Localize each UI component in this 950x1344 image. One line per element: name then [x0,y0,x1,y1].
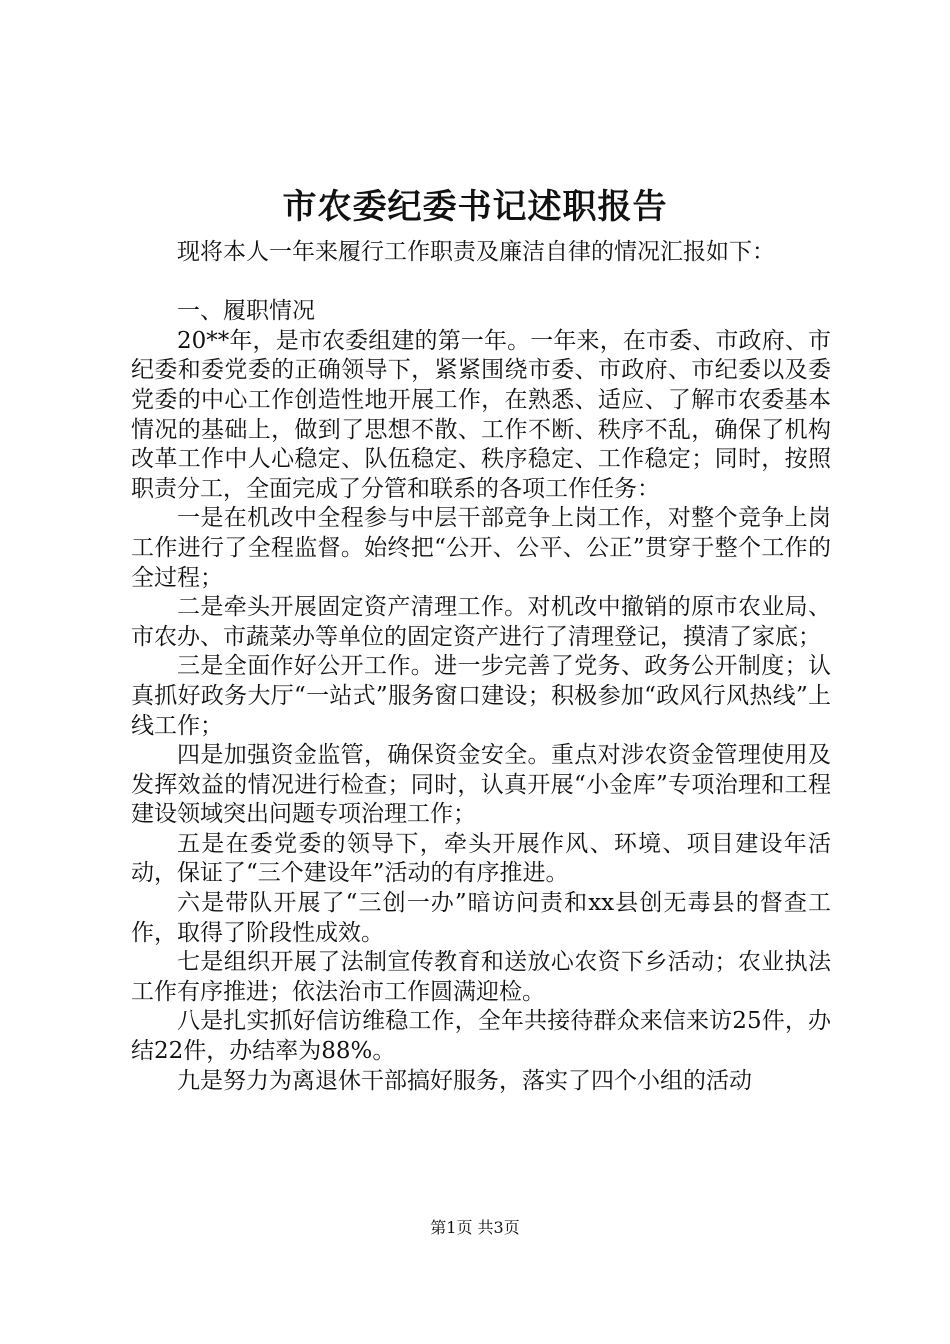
body-paragraph: 六是带队开展了“三创一办”暗访问责和xx县创无毒县的督查工作，取得了阶段性成效。 [131,890,831,946]
body-paragraph: 九是努力为离退休干部搞好服务，落实了四个小组的活动 [177,1067,752,1094]
intro-paragraph: 现将本人一年来履行工作职责及廉洁自律的情况汇报如下： [177,239,775,265]
section-heading: 一、履职情况 [177,298,315,325]
body-paragraph: 一是在机改中全程参与中层干部竞争上岗工作，对整个竞争上岗工作进行了全程监督。始终把“公开、公平、公正”贯穿于整个工作的全过程； [131,505,831,591]
document-body [131,238,831,1096]
body-paragraph: 八是扎实抓好信访维稳工作，全年共接待群众来信来访25件，办结22件，办结率为88%。 [131,1008,831,1065]
body-paragraph: 五是在委党委的领导下，牵头开展作风、环境、项目建设年活动，保证了“三个建设年”活动的有序推进。 [131,830,831,887]
body-paragraph: 三是全面作好公开工作。进一步完善了党务、政务公开制度；认真抓好政务大厅“一站式”服务窗口建设；积极参加“政风行风热线”上线工作； [131,653,831,739]
document-title: 市农委纪委书记述职报告 [282,187,668,227]
page-number: 第1页 共3页 [430,1218,520,1237]
body-paragraph: 四是加强资金监管，确保资金安全。重点对涉农资金管理使用及发挥效益的情况进行检查；同时，认真开展“小金库”专项治理和工程建设领域突出问题专项治理工作； [131,742,831,828]
body-paragraph: 20**年，是市农委组建的第一年。一年来，在市委、市政府、市纪委和委党委的正确领导下，紧紧围绕市委、市政府、市纪委以及委党委的中心工作创造性地开展工作，在熟悉、适应、了解市农委基本情况的基础上，做到了思想不散、工作不断、秩序不乱，确保了机构改革工作中人心稳定、队伍稳定、秩序稳定、工作稳定；同时，按照职责分工，全面完成了分管和联系的各项工作任务： [131,327,831,502]
body-paragraph: 七是组织开展了法制宣传教育和送放心农资下乡活动；农业执法工作有序推进；依法治市工作圆满迎检。 [131,949,831,1005]
body-paragraph: 二是牵头开展固定资产清理工作。对机改中撤销的原市农业局、市农办、市蔬菜办等单位的固定资产进行了清理登记，摸清了家底； [131,594,831,650]
